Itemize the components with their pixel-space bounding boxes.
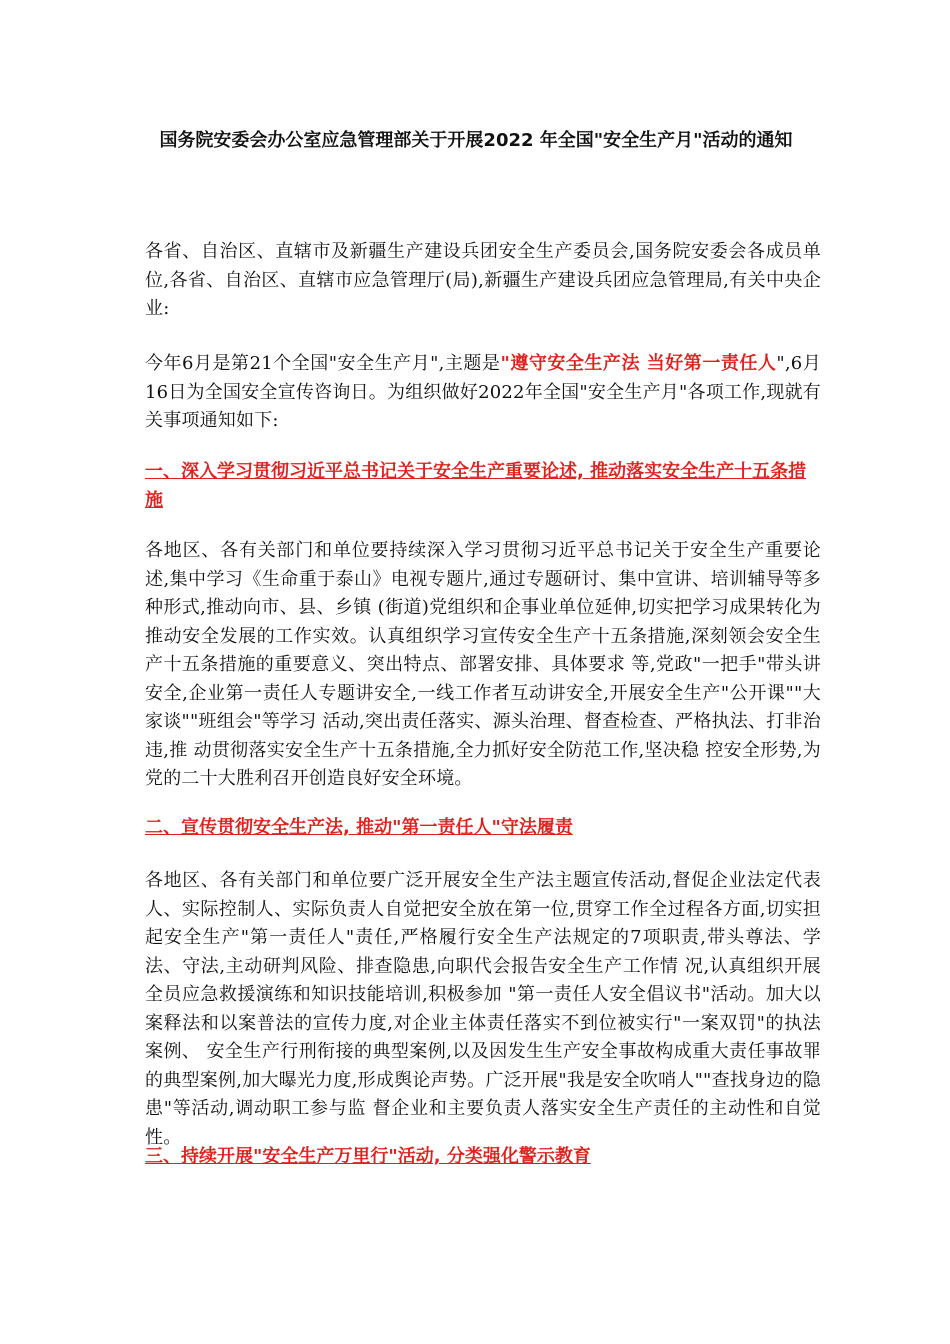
section-2-body: 各地区、各有关部门和单位要广泛开展安全生产法主题宣传活动,督促企业法定代表人、实际控制人、实际负责人自觉把安全放在第一位,贯穿工作全过程各方面,切实担起安全生产"第一责任人"责任,严格履行安全生产法规定的7项职责,带头尊法、学 法、守法,主动研判风险、排查隐患,向职代会报告安全生产工作情 况,认真组织开展全员应急救援演练和知识技能培训,积极参加 "第一责任人安全倡议书"活动。加大以案释法和以案普法的宣传力度,对企业主体责任落实不到位被实行"一案双罚"的执法案例、 安全生产行刑衔接的典型案例,以及因发生生产安全事故构成重大责任事故罪的典型案例,加大曝光力度,形成舆论声势。广泛开展"我是安全吹哨人""查找身边的隐患"等活动,调动职工参与监 督企业和主要负责人落实安全生产责任的主动性和自觉性。 xyxy=(145,870,821,1148)
section-3-heading: 三、持续开展"安全生产万里行"活动, 分类强化警示教育 xyxy=(145,1146,591,1167)
theme-highlight: "遵守安全生产法 当好第一责任人 xyxy=(500,353,777,374)
document-title: 国务院安委会办公室应急管理部关于开展2022 年全国"安全生产月"活动的通知 xyxy=(159,130,793,151)
section-2-heading: 二、宣传贯彻安全生产法, 推动"第一责任人"守法履责 xyxy=(145,817,573,838)
section-1-body: 各地区、各有关部门和单位要持续深入学习贯彻习近平总书记关于安全生产重要论述,集中学习《生命重于泰山》电视专题片,通过专题研讨、集中宣讲、培训辅导等多种形式,推动向市、县、乡镇 (街道)党组织和企事业单位延伸,切实把学习成果转化为推动安全发展的工作实效。认真组织学习宣传安全生产十五条措施,深刻领会安全生产十五条措施的重要意义、突出特点、部署安排、具体要求 等,党政"一把手"带头讲安全,企业第一责任人专题讲安全,一线工作者互动讲安全,开展安全生产"公开课""大家谈""班组会"等学习 活动,突出责任落实、源头治理、督查检查、严格执法、打非治违,推 动贯彻落实安全生产十五条措施,全力抓好安全防范工作,坚决稳 控安全形势,为党的二十大胜利召开创造良好安全环境。 xyxy=(145,540,821,789)
section-1-heading: 一、深入学习贯彻习近平总书记关于安全生产重要论述, 推动落实安全生产十五条措施 xyxy=(145,461,807,511)
addressees-paragraph: 各省、自治区、直辖市及新疆生产建设兵团安全生产委员会,国务院安委会各成员单位,各省、自治区、直辖市应急管理厅(局),新疆生产建设兵团应急管理局,有关中央企业: xyxy=(145,241,821,319)
intro-text-after: ",6月16日为全国安全宣传咨询日。为组织做好2022年全国"安全生产月"各项工作,现就有关事项通知如下: xyxy=(145,353,821,431)
intro-text-before: 今年6月是第21个全国"安全生产月",主题是 xyxy=(145,353,501,374)
intro-paragraph xyxy=(145,350,821,436)
